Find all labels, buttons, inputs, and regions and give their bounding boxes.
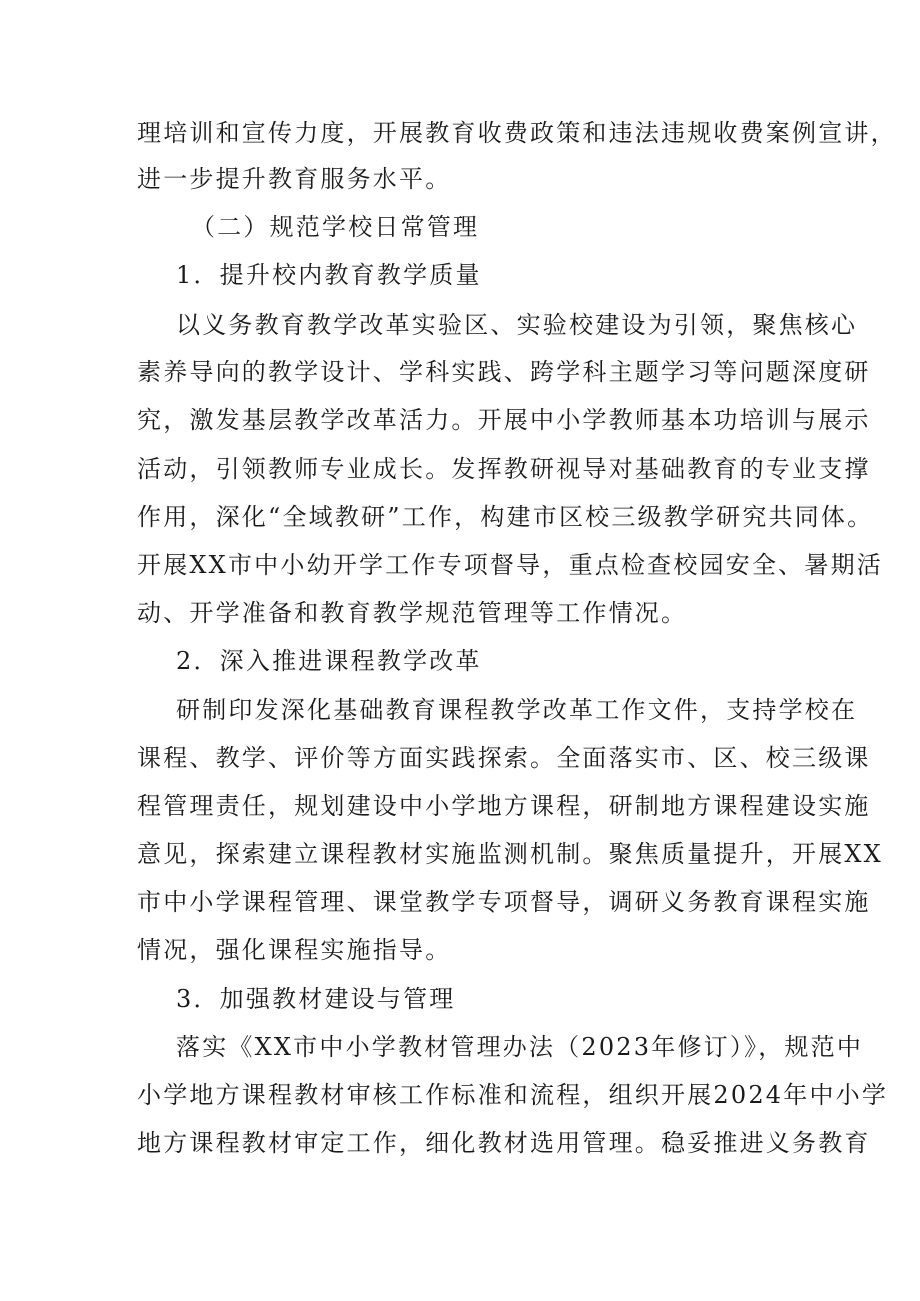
paragraph-line: 究，激发基层教学改革活力。开展中小学教师基本功培训与展示 [137, 406, 871, 434]
paragraph-line: 情况，强化课程实施指导。 [137, 936, 452, 964]
paragraph-line: 程管理责任，规划建设中小学地方课程，研制地方课程建设实施 [137, 792, 871, 820]
subsection-heading: 2．深入推进课程教学改革 [176, 647, 482, 675]
section-heading: （二）规范学校日常管理 [191, 213, 480, 241]
paragraph-line: 地方课程教材审定工作，细化教材选用管理。稳妥推进义务教育 [137, 1129, 871, 1157]
subsection-heading: 1．提升校内教育教学质量 [176, 261, 482, 289]
paragraph-line: 小学地方课程教材审核工作标准和流程，组织开展2024年中小学 [137, 1081, 889, 1109]
paragraph-line: 理培训和宣传力度，开展教育收费政策和违法违规收费案例宣讲， [137, 119, 897, 147]
paragraph-line: 课程、教学、评价等方面实践探索。全面落实市、区、校三级课 [137, 744, 871, 772]
paragraph-line: 动、开学准备和教育教学规范管理等工作情况。 [137, 599, 688, 627]
paragraph-line: 作用，深化“全域教研”工作，构建市区校三级教学研究共同体。 [137, 503, 874, 531]
paragraph-line: 落实《XX市中小学教材管理办法（2023年修订）》，规范中 [176, 1033, 864, 1061]
paragraph-line: 研制印发深化基础教育课程教学改革工作文件，支持学校在 [176, 696, 858, 724]
paragraph-line: 以义务教育教学改革实验区、实验校建设为引领，聚焦核心 [176, 311, 858, 339]
paragraph-line: 进一步提升教育服务水平。 [137, 165, 452, 193]
paragraph-line: 市中小学课程管理、课堂教学专项督导，调研义务教育课程实施 [137, 888, 871, 916]
subsection-heading: 3．加强教材建设与管理 [176, 985, 456, 1013]
paragraph-line: 素养导向的教学设计、学科实践、跨学科主题学习等问题深度研 [137, 358, 871, 386]
paragraph-line: 开展XX市中小幼开学工作专项督导，重点检查校园安全、暑期活 [137, 551, 883, 579]
paragraph-line: 意见，探索建立课程教材实施监测机制。聚焦质量提升，开展XX [137, 840, 883, 868]
paragraph-line: 活动，引领教师专业成长。发挥教研视导对基础教育的专业支撑 [137, 455, 871, 483]
